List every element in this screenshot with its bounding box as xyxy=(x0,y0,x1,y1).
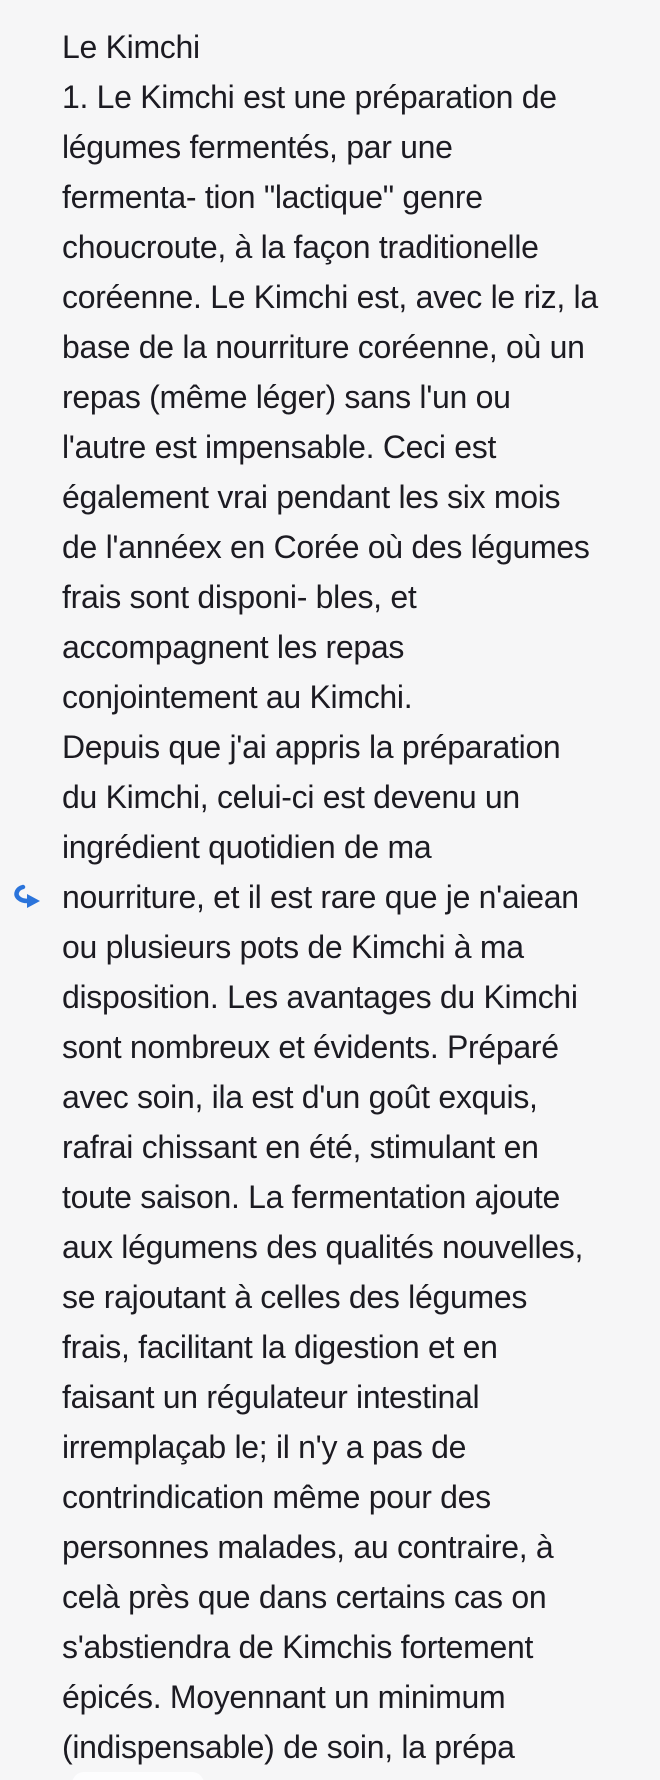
text-line: coréenne. Le Kimchi est, avec le riz, la xyxy=(62,279,598,315)
text-line: irremplaçab le; il n'y a pas de xyxy=(62,1429,467,1465)
text-line: accompagnent les repas xyxy=(62,629,405,665)
text-line: épicés. Moyennant un minimum xyxy=(62,1679,506,1715)
text-line: fermenta- tion "lactique" genre xyxy=(62,179,483,215)
text-line: aux légumens des qualités nouvelles, xyxy=(62,1229,584,1265)
text-line: frais sont disponi- bles, et xyxy=(62,579,417,615)
text-line: Le Kimchi xyxy=(62,29,200,65)
text-line: (indispensable) de soin, la prépa xyxy=(62,1729,515,1765)
text-line: s'abstiendra de Kimchis fortement xyxy=(62,1629,534,1665)
text-line: personnes malades, au contraire, à xyxy=(62,1529,554,1565)
curved-arrow-right-icon xyxy=(13,884,43,910)
text-line: du Kimchi, celui-ci est devenu un xyxy=(62,779,520,815)
text-line: toute saison. La fermentation ajoute xyxy=(62,1179,560,1215)
text-line: ingrédient quotidien de ma xyxy=(62,829,432,865)
text-line: rafrai chissant en été, stimulant en xyxy=(62,1129,539,1165)
text-line: conjointement au Kimchi. xyxy=(62,679,413,715)
text-line: ou plusieurs pots de Kimchi à ma xyxy=(62,929,524,965)
text-line: faisant un régulateur intestinal xyxy=(62,1379,480,1415)
article-text xyxy=(62,22,660,1772)
text-line: légumes fermentés, par une xyxy=(62,129,453,165)
text-line: contrindication même pour des xyxy=(62,1479,491,1515)
text-line: repas (même léger) sans l'un ou xyxy=(62,379,511,415)
text-line: avec soin, ila est d'un goût exquis, xyxy=(62,1079,538,1115)
text-line: choucroute, à la façon traditionelle xyxy=(62,229,539,265)
text-line: nourriture, et il est rare que je n'aiean xyxy=(62,879,579,915)
text-line: sont nombreux et évidents. Préparé xyxy=(62,1029,559,1065)
text-line: se rajoutant à celles des légumes xyxy=(62,1279,528,1315)
text-line: celà près que dans certains cas on xyxy=(62,1579,547,1615)
text-line: Depuis que j'ai appris la préparation xyxy=(62,729,561,765)
scroll-position-marker[interactable] xyxy=(13,884,43,910)
text-line: 1. Le Kimchi est une préparation de xyxy=(62,79,557,115)
text-line: l'autre est impensable. Ceci est xyxy=(62,429,497,465)
text-line: disposition. Les avantages du Kimchi xyxy=(62,979,578,1015)
text-line: également vrai pendant les six mois xyxy=(62,479,561,515)
partial-bottom-card xyxy=(72,1772,204,1780)
text-line: base de la nourriture coréenne, où un xyxy=(62,329,585,365)
text-line: de l'annéex en Corée où des légumes xyxy=(62,529,590,565)
text-line: frais, facilitant la digestion et en xyxy=(62,1329,498,1365)
